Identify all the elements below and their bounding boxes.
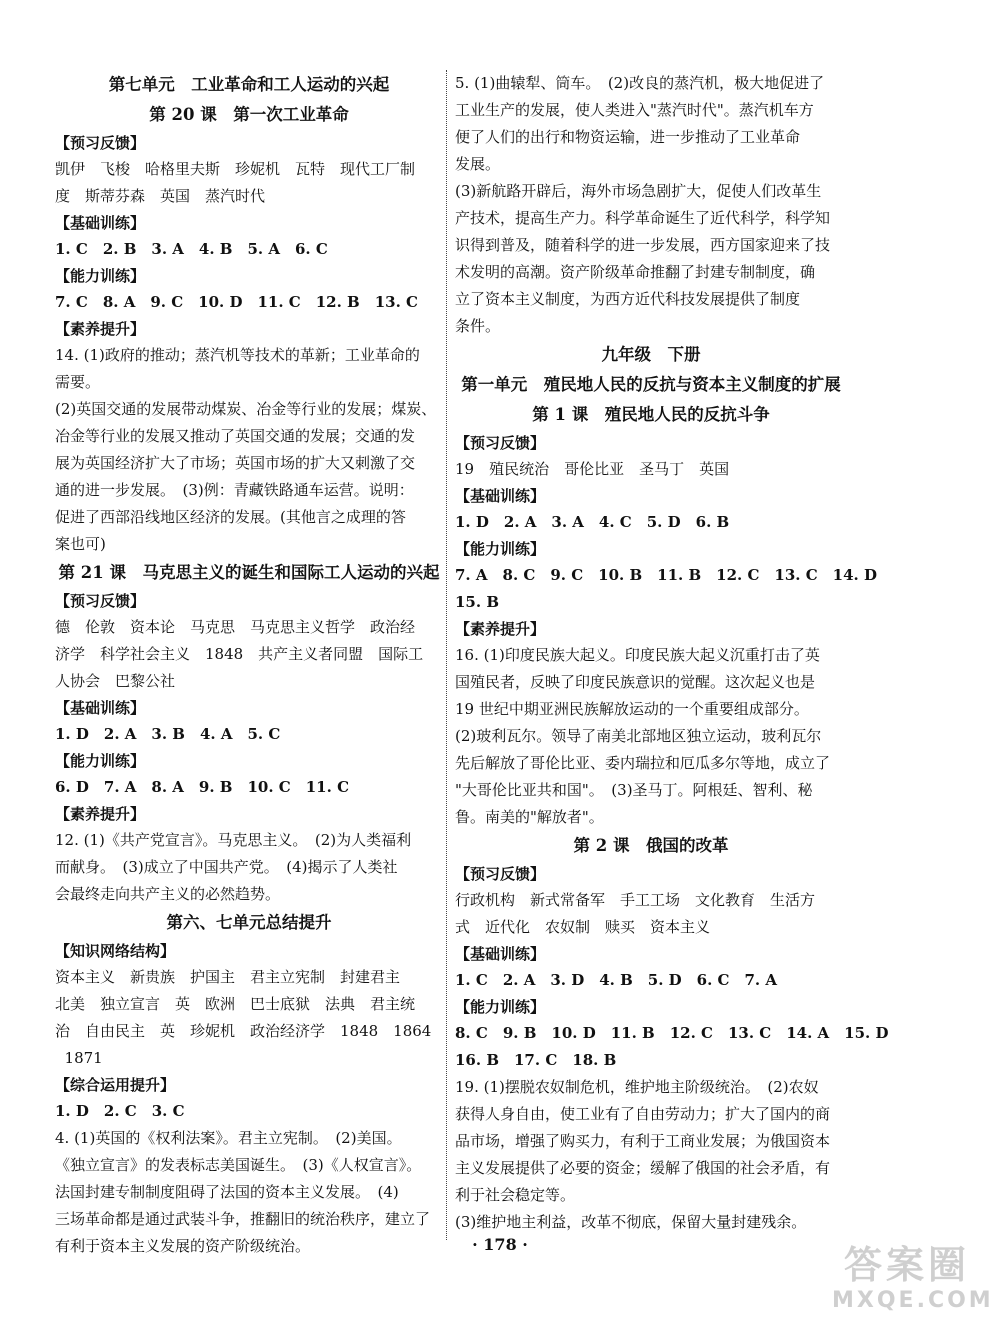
text-line: 有利于资本主义发展的资产阶级统治。: [55, 1237, 311, 1255]
text-line: 术发明的高潮。资产阶级革命推翻了封建专制制度，确: [455, 263, 816, 281]
text-line: 识得到普及，随着科学的进一步发展，西方国家迎来了技: [455, 236, 831, 254]
answer-key-line: 1. D 2. A 3. A 4. C 5. D 6. B: [455, 513, 730, 531]
text-line: "大哥伦比亚共和国"。 (3)圣马丁。阿根廷、智利、秘: [455, 781, 813, 799]
section-heading: 【基础训练】: [455, 487, 546, 505]
text-line: 通的进一步发展。 (3)例：青藏铁路通车运营。说明：: [55, 481, 414, 499]
text-line: 人协会 巴黎公社: [55, 672, 176, 690]
right-column: [455, 70, 889, 1236]
lesson-title: 第一单元 殖民地人民的反抗与资本主义制度的扩展: [461, 375, 841, 394]
text-line: 利于社会稳定等。: [455, 1186, 576, 1204]
text-line: 工业生产的发展，使人类进入"蒸汽时代"。蒸汽机车方: [455, 101, 814, 119]
section-heading: 【能力训练】: [455, 540, 546, 558]
text-line: 式 近代化 农奴制 赎买 资本主义: [455, 918, 711, 936]
section-heading: 【综合运用提升】: [55, 1076, 176, 1094]
answer-key-line: 6. D 7. A 8. A 9. B 10. C 11. C: [55, 778, 350, 796]
text-line: 品市场，增强了购买力，有利于工商业发展；为俄国资本: [455, 1132, 831, 1150]
answer-key-line: 1. D 2. C 3. C: [55, 1102, 185, 1120]
page-number: · 178 ·: [472, 1235, 528, 1254]
section-heading: 【预习反馈】: [455, 434, 546, 452]
section-heading: 【预习反馈】: [455, 865, 546, 883]
lesson-title: 第 1 课 殖民地人民的反抗斗争: [532, 405, 770, 424]
text-line: 治 自由民主 英 珍妮机 政治经济学 1848 1864: [55, 1022, 432, 1040]
answer-key-line: 7. A 8. C 9. C 10. B 11. B 12. C 13. C 14. D: [455, 566, 877, 584]
watermark-bottom: MXQE.COM: [832, 1288, 994, 1313]
section-heading: 【素养提升】: [455, 620, 546, 638]
text-line: 凯伊 飞梭 哈格里夫斯 珍妮机 瓦特 现代工厂制: [55, 160, 416, 178]
lesson-title: 九年级 下册: [601, 345, 701, 364]
text-line: 14. (1)政府的推动；蒸汽机等技术的革新；工业革命的: [55, 346, 420, 364]
answer-key-line: 7. C 8. A 9. C 10. D 11. C 12. B 13. C: [55, 293, 418, 311]
left-column: [55, 70, 443, 1260]
section-heading: 【能力训练】: [55, 752, 146, 770]
text-line: (3)维护地主利益，改革不彻底，保留大量封建残余。: [455, 1213, 807, 1231]
text-line: 5. (1)曲辕犁、筒车。 (2)改良的蒸汽机，极大地促进了: [455, 74, 825, 92]
section-heading: 【能力训练】: [55, 267, 146, 285]
answer-key-line: 1. C 2. B 3. A 4. B 5. A 6. C: [55, 240, 328, 258]
lesson-title: 第 2 课 俄国的改革: [573, 836, 729, 855]
section-heading: 【预习反馈】: [55, 134, 146, 152]
text-line: 鲁。南美的"解放者"。: [455, 808, 604, 826]
lesson-title: 第 20 课 第一次工业革命: [149, 105, 349, 124]
answer-key-line: 16. B 17. C 18. B: [455, 1051, 617, 1069]
section-heading: 【素养提升】: [55, 805, 146, 823]
text-line: 12. (1)《共产党宣言》。马克思主义。 (2)为人类福利: [55, 831, 412, 849]
column-divider: [446, 70, 447, 1240]
text-line: 度 斯蒂芬森 英国 蒸汽时代: [55, 187, 266, 205]
answer-key-line: 8. C 9. B 10. D 11. B 12. C 13. C 14. A 15. D: [455, 1024, 889, 1042]
answer-key-line: 1. D 2. A 3. B 4. A 5. C: [55, 725, 281, 743]
lesson-title: 第七单元 工业革命和工人运动的兴起: [108, 75, 390, 94]
watermark-top: 答案圈: [843, 1243, 970, 1287]
watermark-logo: [832, 1242, 994, 1322]
answer-key-line: 1. C 2. A 3. D 4. B 5. D 6. C 7. A: [455, 971, 778, 989]
text-line: (2)英国交通的发展带动煤炭、冶金等行业的发展；煤炭、: [55, 400, 437, 418]
text-line: 发展。: [455, 155, 501, 173]
text-line: 便了人们的出行和物资运输，进一步推动了工业革命: [455, 128, 801, 146]
section-heading: 【基础训练】: [455, 945, 546, 963]
text-line: 会最终走向共产主义的必然趋势。: [55, 885, 281, 903]
text-line: 获得人身自由，使工业有了自由劳动力；扩大了国内的商: [455, 1105, 831, 1123]
text-line: 立了资本主义制度，为西方近代科技发展提供了制度: [455, 290, 801, 308]
text-line: 三场革命都是通过武装斗争，推翻旧的统治秩序，建立了: [55, 1210, 431, 1228]
text-line: 《独立宣言》的发表标志美国诞生。 (3)《人权宣言》。: [55, 1156, 422, 1174]
text-line: 法国封建专制制度阻碍了法国的资本主义发展。 (4): [55, 1183, 399, 1201]
text-line: 而献身。 (3)成立了中国共产党。 (4)揭示了人类社: [55, 858, 398, 876]
section-heading: 【素养提升】: [55, 320, 146, 338]
text-line: 1871: [55, 1049, 103, 1067]
text-line: 19. (1)摆脱农奴制危机，维护地主阶级统治。 (2)农奴: [455, 1078, 819, 1096]
answer-key-line: 15. B: [455, 593, 499, 611]
section-heading: 【能力训练】: [455, 998, 546, 1016]
text-line: 19 世纪中期亚洲民族解放运动的一个重要组成部分。: [455, 700, 809, 718]
section-heading: 【预习反馈】: [55, 592, 146, 610]
text-line: 需要。: [55, 373, 101, 391]
text-line: 冶金等行业的发展又推动了英国交通的发展；交通的发: [55, 427, 416, 445]
lesson-title: 第六、七单元总结提升: [166, 913, 332, 932]
section-heading: 【知识网络结构】: [55, 942, 176, 960]
text-line: 案也可): [55, 535, 106, 553]
text-line: 条件。: [455, 317, 501, 335]
section-heading: 【基础训练】: [55, 699, 146, 717]
text-line: 19 殖民统治 哥伦比亚 圣马丁 英国: [455, 460, 730, 478]
text-line: 先后解放了哥伦比亚、委内瑞拉和厄瓜多尔等地，成立了: [455, 754, 831, 772]
text-line: 行政机构 新式常备军 手工工场 文化教育 生活方: [455, 891, 816, 909]
text-line: 16. (1)印度民族大起义。印度民族大起义沉重打击了英: [455, 646, 820, 664]
text-line: 资本主义 新贵族 护国主 君主立宪制 封建君主: [55, 968, 401, 986]
text-line: 北美 独立宣言 英 欧洲 巴士底狱 法典 君主统: [55, 995, 416, 1013]
section-heading: 【基础训练】: [55, 214, 146, 232]
text-line: 4. (1)英国的《权利法案》。君主立宪制。 (2)美国。: [55, 1129, 402, 1147]
text-line: 国殖民者，反映了印度民族意识的觉醒。这次起义也是: [455, 673, 816, 691]
text-line: 主义发展提供了必要的资金；缓解了俄国的社会矛盾，有: [455, 1159, 831, 1177]
lesson-title: 第 21 课 马克思主义的诞生和国际工人运动的兴起: [58, 563, 440, 582]
text-line: 德 伦敦 资本论 马克思 马克思主义哲学 政治经: [55, 618, 416, 636]
text-line: 济学 科学社会主义 1848 共产主义者同盟 国际工: [55, 645, 424, 663]
text-line: 展为英国经济扩大了市场；英国市场的扩大又刺激了交: [55, 454, 416, 472]
text-line: (3)新航路开辟后，海外市场急剧扩大，促使人们改革生: [455, 182, 822, 200]
text-line: 产技术，提高生产力。科学革命诞生了近代科学，科学知: [455, 209, 831, 227]
text-line: 促进了西部沿线地区经济的发展。(其他言之成理的答: [55, 508, 406, 526]
text-line: (2)玻利瓦尔。领导了南美北部地区独立运动，玻利瓦尔: [455, 727, 822, 745]
